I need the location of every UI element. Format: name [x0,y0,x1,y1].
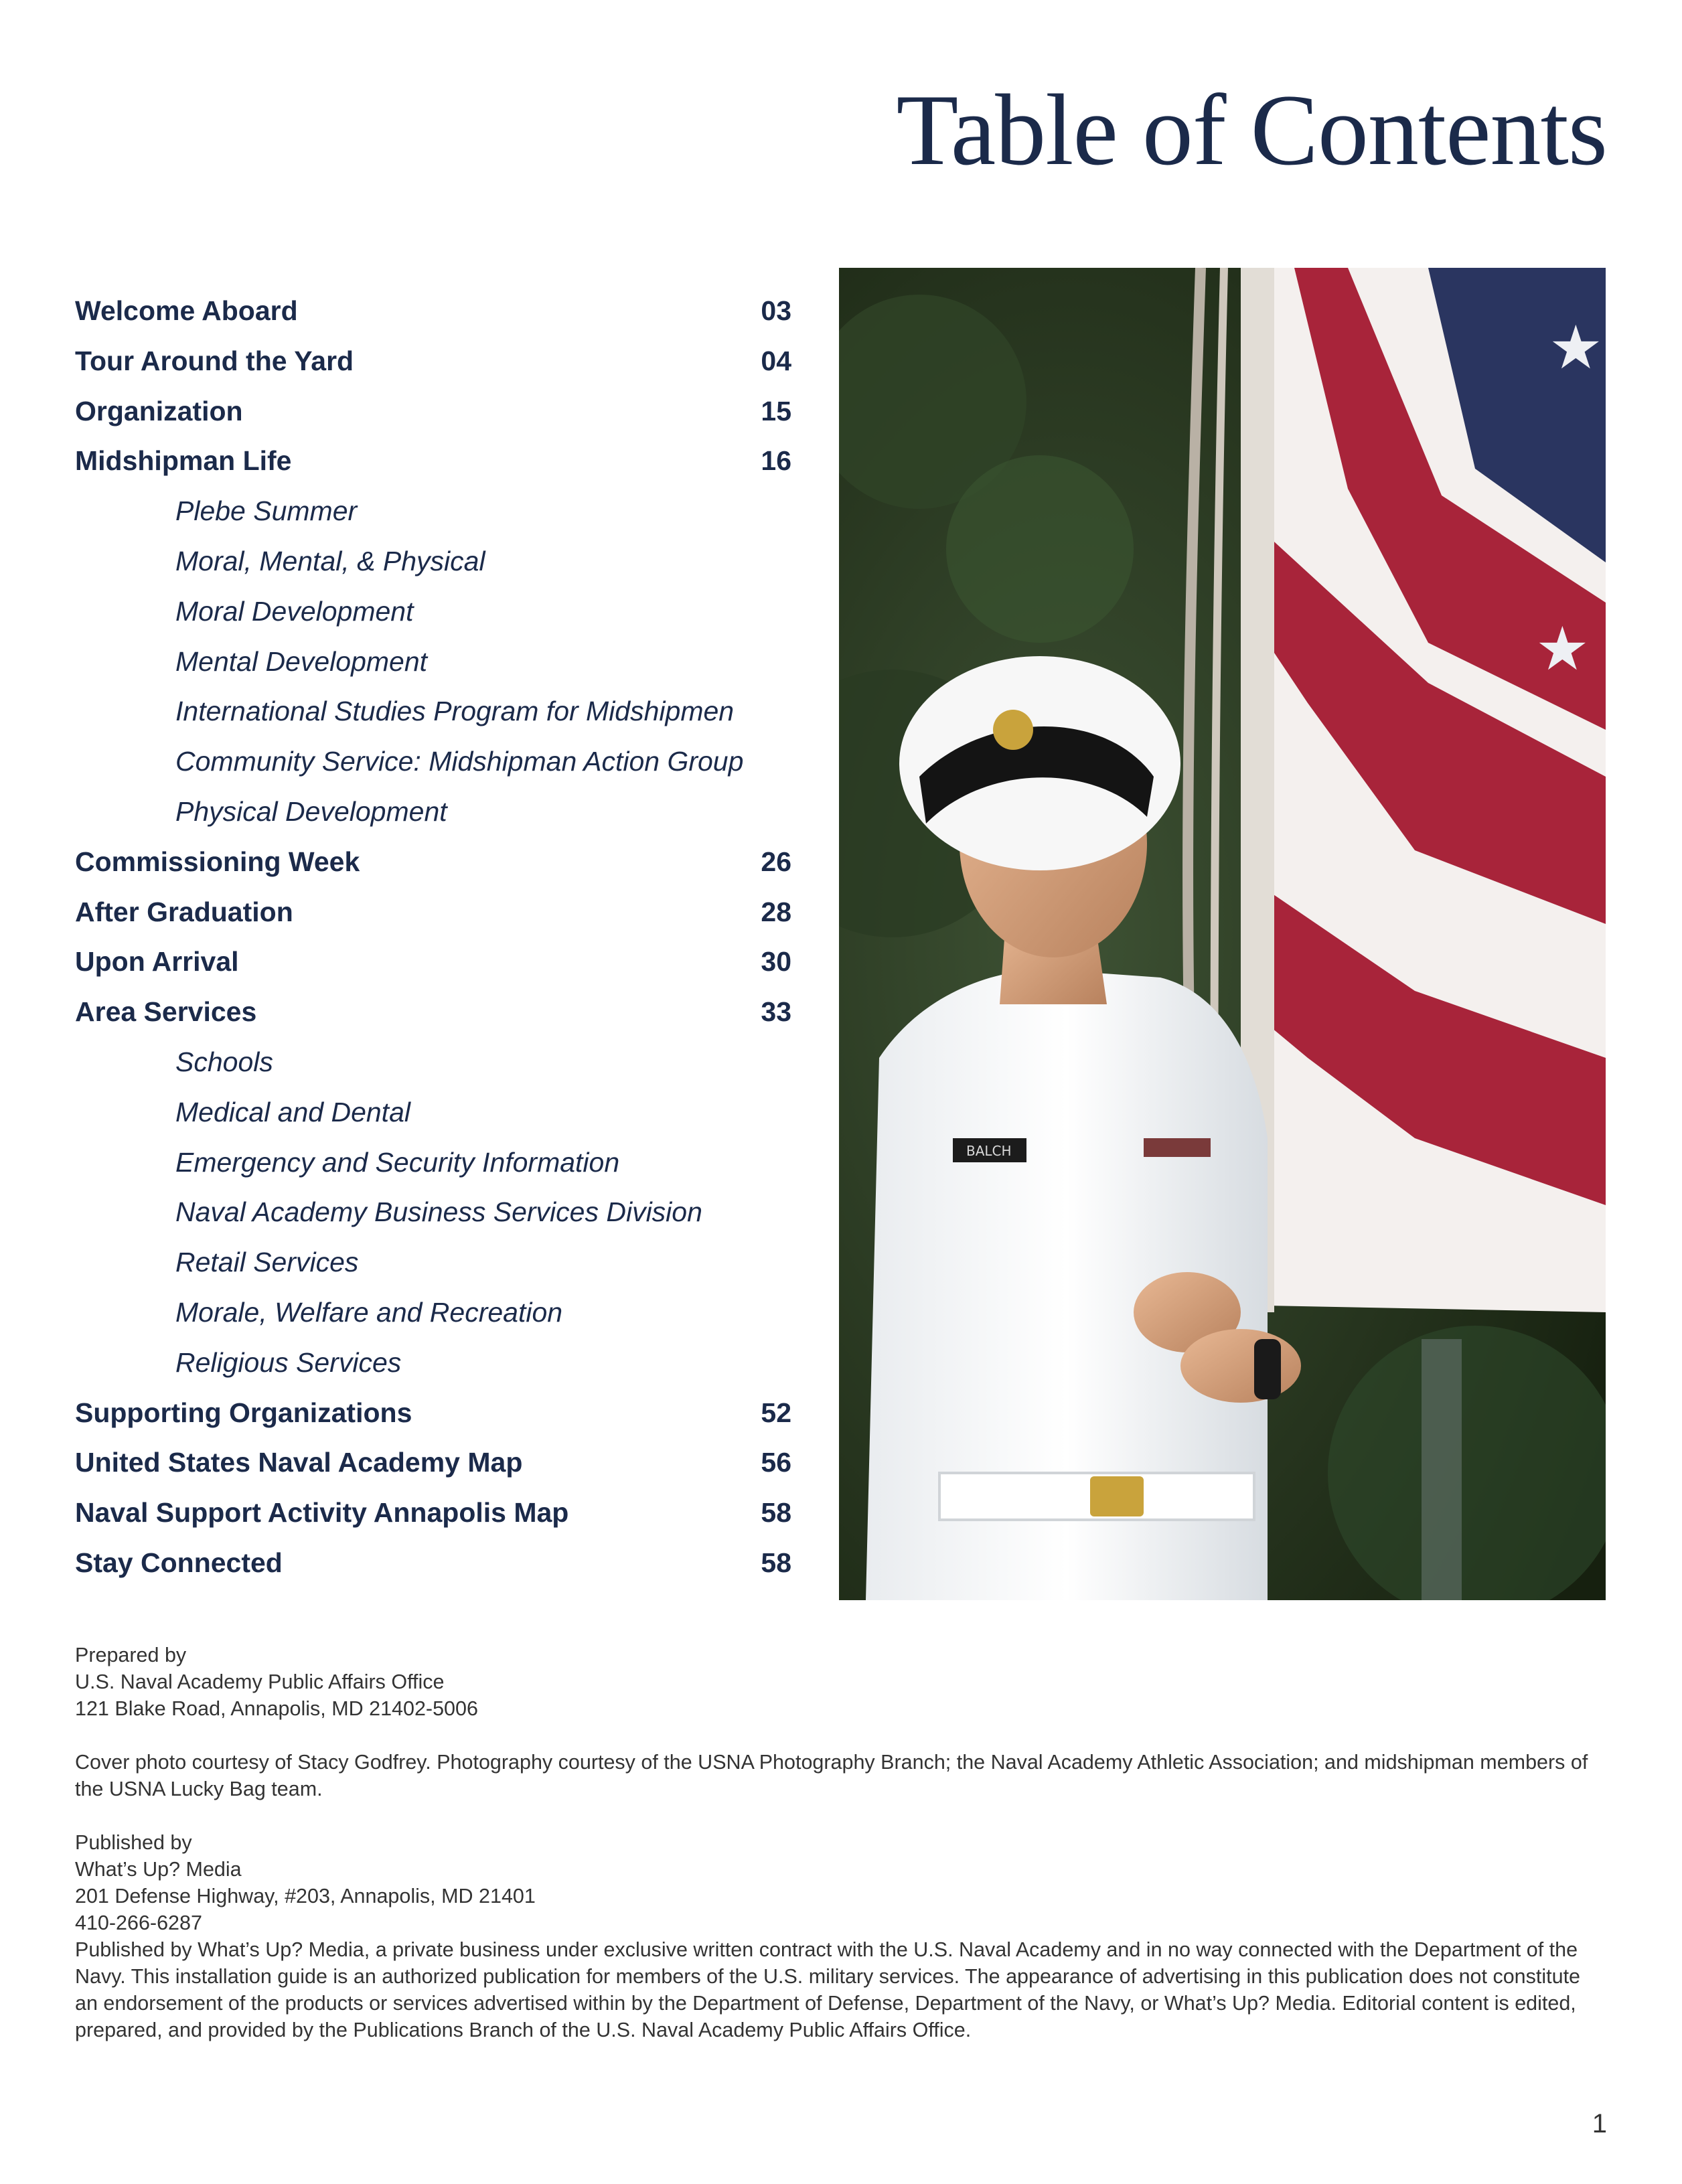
toc-entry[interactable] [75,837,791,887]
toc-subentry[interactable] [75,536,791,587]
toc-entry-label: Commissioning Week [75,846,360,877]
toc-entry[interactable] [75,887,791,937]
toc-entry-label: Morale, Welfare and Recreation [175,1296,563,1328]
prepared-org: U.S. Naval Academy Public Affairs Office [75,1670,445,1693]
publisher-address: 201 Defense Highway, #203, Annapolis, MD 21401 [75,1885,536,1907]
published-by-label: Published by [75,1831,192,1854]
toc-subentry[interactable] [75,686,791,736]
toc-entry-page-number: 30 [761,946,791,978]
toc-subentry[interactable] [75,787,791,837]
toc-subentry[interactable] [75,1138,791,1188]
toc-entry-label: United States Naval Academy Map [75,1447,523,1478]
toc-entry[interactable] [75,987,791,1037]
toc-entry-label: Community Service: Midshipman Action Group [175,746,744,777]
toc-subentry[interactable] [75,1237,791,1288]
toc-entry-page-number: 33 [761,996,791,1028]
toc-subentry[interactable] [75,1187,791,1237]
prepared-by-label: Prepared by [75,1644,187,1666]
photo-credits: Cover photo courtesy of Stacy Godfrey. Photography courtesy of the USNA Photography Branch; the Naval Academy Athletic Association; and midshipman members of the USNA Lucky Bag team. [75,1751,1588,1800]
toc-entry-label: Schools [175,1046,273,1077]
toc-entry-label: Mental Development [175,645,428,677]
toc-entry-label: Naval Support Activity Annapolis Map [75,1497,569,1529]
toc-entry-page-number: 28 [761,896,791,927]
svg-text:★: ★ [1535,614,1590,684]
toc-entry-label: Tour Around the Yard [75,345,354,376]
toc-subentry[interactable] [75,736,791,787]
toc-entry-label: Moral Development [175,595,414,627]
toc-entry-label: Midshipman Life [75,445,292,477]
table-of-contents [75,286,791,1588]
toc-subentry[interactable] [75,1338,791,1388]
toc-entry-label: Stay Connected [75,1547,283,1578]
toc-entry-page-number: 03 [761,295,791,326]
publisher-phone: 410-266-6287 [75,1912,202,1934]
name-tag: BALCH [966,1143,1012,1159]
toc-entry-page-number: 26 [761,846,791,877]
toc-entry-label: Moral, Mental, & Physical [175,545,485,576]
toc-entry-label: Upon Arrival [75,946,239,978]
toc-subentry[interactable] [75,486,791,536]
toc-subentry[interactable] [75,637,791,687]
toc-entry-label: Area Services [75,996,257,1028]
toc-entry[interactable] [75,937,791,987]
toc-subentry[interactable] [75,1037,791,1087]
toc-entry[interactable] [75,1437,791,1488]
toc-entry-label: Physical Development [175,795,447,827]
toc-entry[interactable] [75,386,791,437]
toc-entry-label: Supporting Organizations [75,1397,412,1428]
toc-entry-label: Medical and Dental [175,1096,410,1127]
toc-entry-label: Welcome Aboard [75,295,298,326]
toc-entry-label: Emergency and Security Information [175,1146,620,1178]
toc-entry-page-number: 58 [761,1547,791,1578]
toc-entry-page-number: 04 [761,345,791,376]
cover-photo-midshipman-flag [839,268,1606,1600]
toc-entry[interactable] [75,1388,791,1438]
toc-entry-page-number: 15 [761,395,791,426]
publisher-disclaimer: Published by What’s Up? Media, a private business under exclusive written contract with the U.S. Naval Academy and in no way connected with the Department of the Navy. This installation guide is an authorized publication for members of the U.S. military services. The appearance of advertising in this publication does not constitute an endorsement of the products or services advertised within by the Department of Defense, Department of the Navy, or What’s Up? Media. Editorial content is edited, prepared, and provided by the Publications Branch of the U.S. Naval Academy Public Affairs Office. [75,1938,1581,2041]
toc-entry-page-number: 58 [761,1497,791,1529]
toc-entry-label: International Studies Program for Midshipmen [175,696,735,727]
toc-entry-label: Naval Academy Business Services Division [175,1196,702,1228]
toc-subentry[interactable] [75,1087,791,1138]
page-title: Table of Contents [896,74,1607,186]
toc-subentry[interactable] [75,587,791,637]
toc-entry-label: Plebe Summer [175,495,358,527]
toc-entry-label: Organization [75,395,243,426]
toc-entry-label: After Graduation [75,896,293,927]
publisher-name: What’s Up? Media [75,1858,242,1881]
page-number: 1 [1592,2109,1607,2138]
american-flag [1241,268,1606,1312]
toc-entry-page-number: 52 [761,1397,791,1428]
toc-entry[interactable] [75,1538,791,1588]
publication-credits [75,1642,1607,2043]
toc-entry-label: Retail Services [175,1247,359,1278]
toc-entry-label: Religious Services [175,1346,402,1378]
svg-text:★: ★ [1549,313,1603,383]
toc-subentry[interactable] [75,1288,791,1338]
toc-entry[interactable] [75,1488,791,1538]
toc-entry[interactable] [75,286,791,336]
prepared-address: 121 Blake Road, Annapolis, MD 21402-5006 [75,1697,478,1720]
toc-entry-page-number: 16 [761,445,791,477]
toc-entry[interactable] [75,436,791,486]
toc-entry-page-number: 56 [761,1447,791,1478]
toc-entry[interactable] [75,336,791,386]
